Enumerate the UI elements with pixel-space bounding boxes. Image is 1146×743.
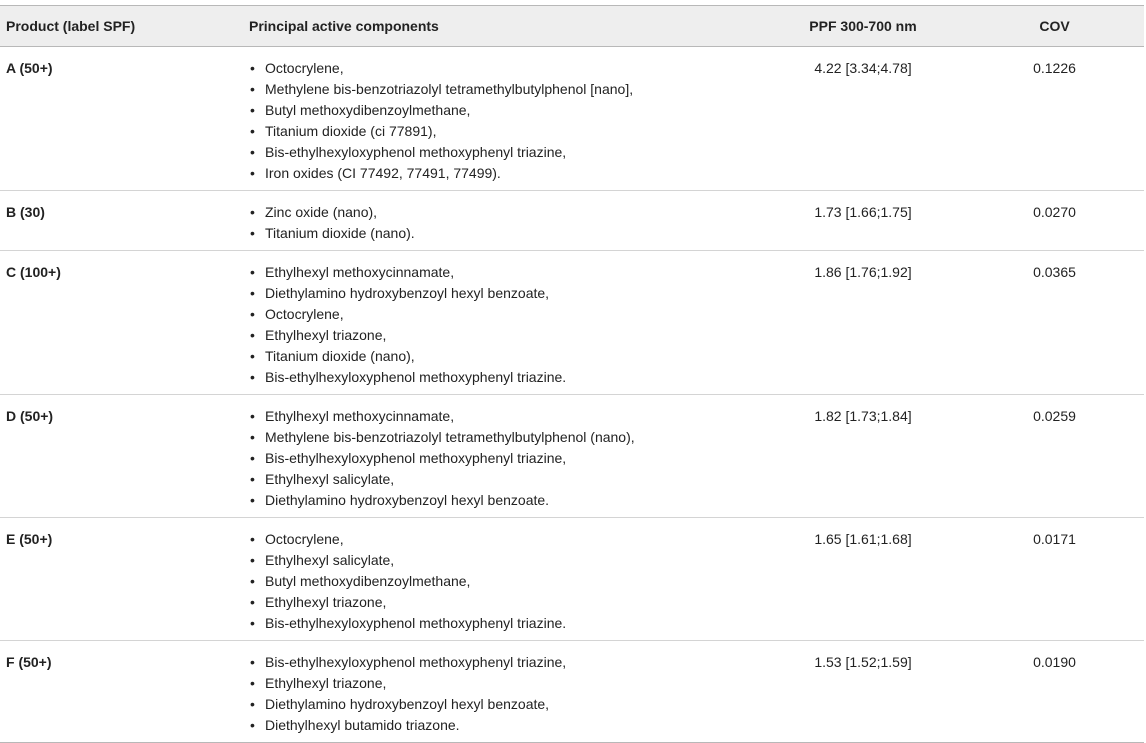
table-row <box>0 641 1144 743</box>
list-item <box>249 100 761 121</box>
components-cell <box>243 518 761 641</box>
component-text: Bis-ethylhexyloxyphenol methoxyphenyl triazine. <box>265 369 567 385</box>
bullet-icon: • <box>250 594 255 610</box>
table-row <box>0 395 1144 518</box>
bullet-icon: • <box>250 552 255 568</box>
product-cell: C (100+) <box>0 251 243 395</box>
list-item <box>249 79 761 100</box>
ppf-cell: 1.53 [1.52;1.59] <box>761 641 959 743</box>
bullet-icon: • <box>250 654 255 670</box>
bullet-icon: • <box>250 429 255 445</box>
list-item <box>249 673 761 694</box>
cov-cell: 0.0171 <box>959 518 1144 641</box>
components-list <box>249 652 761 736</box>
component-text: Methylene bis-benzotriazolyl tetramethylbutylphenol (nano), <box>265 429 635 445</box>
component-text: Ethylhexyl salicylate, <box>265 471 395 487</box>
ppf-cell: 1.65 [1.61;1.68] <box>761 518 959 641</box>
cov-cell: 0.0365 <box>959 251 1144 395</box>
component-text: Diethylamino hydroxybenzoyl hexyl benzoate. <box>265 492 550 508</box>
ppf-cell: 1.82 [1.73;1.84] <box>761 395 959 518</box>
components-list <box>249 202 761 244</box>
cov-cell: 0.0270 <box>959 191 1144 251</box>
product-cell: E (50+) <box>0 518 243 641</box>
cov-cell: 0.0259 <box>959 395 1144 518</box>
bullet-icon: • <box>250 696 255 712</box>
list-item <box>249 325 761 346</box>
bullet-icon: • <box>250 144 255 160</box>
list-item <box>249 529 761 550</box>
list-item <box>249 283 761 304</box>
table-row <box>0 518 1144 641</box>
component-text: Octocrylene, <box>265 60 344 76</box>
bullet-icon: • <box>250 165 255 181</box>
product-cell: B (30) <box>0 191 243 251</box>
list-item <box>249 571 761 592</box>
components-cell <box>243 191 761 251</box>
header-row <box>0 6 1144 47</box>
bullet-icon: • <box>250 327 255 343</box>
component-text: Diethylamino hydroxybenzoyl hexyl benzoate, <box>265 285 550 301</box>
table-row <box>0 47 1144 191</box>
components-list <box>249 58 761 184</box>
list-item <box>249 304 761 325</box>
header-cov: COV <box>959 6 1144 47</box>
sunscreen-data-table <box>0 5 1144 743</box>
components-cell <box>243 395 761 518</box>
list-item <box>249 550 761 571</box>
list-item <box>249 202 761 223</box>
bullet-icon: • <box>250 450 255 466</box>
bullet-icon: • <box>250 204 255 220</box>
list-item <box>249 427 761 448</box>
components-cell <box>243 641 761 743</box>
ppf-cell: 1.86 [1.76;1.92] <box>761 251 959 395</box>
table-row <box>0 251 1144 395</box>
component-text: Methylene bis-benzotriazolyl tetramethylbutylphenol [nano], <box>265 81 634 97</box>
component-text: Octocrylene, <box>265 531 344 547</box>
component-text: Bis-ethylhexyloxyphenol methoxyphenyl triazine, <box>265 144 567 160</box>
list-item <box>249 121 761 142</box>
component-text: Octocrylene, <box>265 306 344 322</box>
list-item <box>249 367 761 388</box>
cov-cell: 0.0190 <box>959 641 1144 743</box>
bullet-icon: • <box>250 408 255 424</box>
list-item <box>249 58 761 79</box>
components-cell <box>243 251 761 395</box>
bullet-icon: • <box>250 492 255 508</box>
components-cell <box>243 47 761 191</box>
bullet-icon: • <box>250 675 255 691</box>
bullet-icon: • <box>250 225 255 241</box>
bullet-icon: • <box>250 102 255 118</box>
bullet-icon: • <box>250 123 255 139</box>
list-item <box>249 142 761 163</box>
component-text: Titanium dioxide (ci 77891), <box>265 123 437 139</box>
table-row <box>0 191 1144 251</box>
table-body <box>0 47 1144 743</box>
table-header <box>0 6 1144 47</box>
components-list <box>249 529 761 634</box>
bullet-icon: • <box>250 306 255 322</box>
component-text: Titanium dioxide (nano), <box>265 348 415 364</box>
list-item <box>249 715 761 736</box>
bullet-icon: • <box>250 531 255 547</box>
list-item <box>249 223 761 244</box>
component-text: Ethylhexyl salicylate, <box>265 552 395 568</box>
component-text: Bis-ethylhexyloxyphenol methoxyphenyl triazine, <box>265 654 567 670</box>
cov-cell: 0.1226 <box>959 47 1144 191</box>
component-text: Iron oxides (CI 77492, 77491, 77499). <box>265 165 501 181</box>
header-components: Principal active components <box>243 6 761 47</box>
component-text: Ethylhexyl triazone, <box>265 327 387 343</box>
list-item <box>249 163 761 184</box>
bullet-icon: • <box>250 285 255 301</box>
list-item <box>249 613 761 634</box>
list-item <box>249 262 761 283</box>
ppf-cell: 1.73 [1.66;1.75] <box>761 191 959 251</box>
bullet-icon: • <box>250 369 255 385</box>
product-cell: A (50+) <box>0 47 243 191</box>
component-text: Bis-ethylhexyloxyphenol methoxyphenyl triazine, <box>265 450 567 466</box>
list-item <box>249 490 761 511</box>
list-item <box>249 694 761 715</box>
bullet-icon: • <box>250 573 255 589</box>
bullet-icon: • <box>250 717 255 733</box>
component-text: Ethylhexyl methoxycinnamate, <box>265 264 455 280</box>
component-text: Bis-ethylhexyloxyphenol methoxyphenyl triazine. <box>265 615 567 631</box>
list-item <box>249 652 761 673</box>
component-text: Titanium dioxide (nano). <box>265 225 415 241</box>
component-text: Diethylamino hydroxybenzoyl hexyl benzoate, <box>265 696 550 712</box>
list-item <box>249 448 761 469</box>
component-text: Butyl methoxydibenzoylmethane, <box>265 573 471 589</box>
bullet-icon: • <box>250 264 255 280</box>
bullet-icon: • <box>250 60 255 76</box>
component-text: Ethylhexyl triazone, <box>265 594 387 610</box>
header-product: Product (label SPF) <box>0 6 243 47</box>
product-cell: D (50+) <box>0 395 243 518</box>
list-item <box>249 469 761 490</box>
list-item <box>249 406 761 427</box>
ppf-cell: 4.22 [3.34;4.78] <box>761 47 959 191</box>
bullet-icon: • <box>250 471 255 487</box>
components-list <box>249 406 761 511</box>
component-text: Zinc oxide (nano), <box>265 204 378 220</box>
bullet-icon: • <box>250 81 255 97</box>
component-text: Diethylhexyl butamido triazone. <box>265 717 460 733</box>
list-item <box>249 346 761 367</box>
components-list <box>249 262 761 388</box>
bullet-icon: • <box>250 348 255 364</box>
product-cell: F (50+) <box>0 641 243 743</box>
component-text: Ethylhexyl methoxycinnamate, <box>265 408 455 424</box>
component-text: Ethylhexyl triazone, <box>265 675 387 691</box>
header-ppf: PPF 300-700 nm <box>761 6 959 47</box>
bullet-icon: • <box>250 615 255 631</box>
list-item <box>249 592 761 613</box>
component-text: Butyl methoxydibenzoylmethane, <box>265 102 471 118</box>
